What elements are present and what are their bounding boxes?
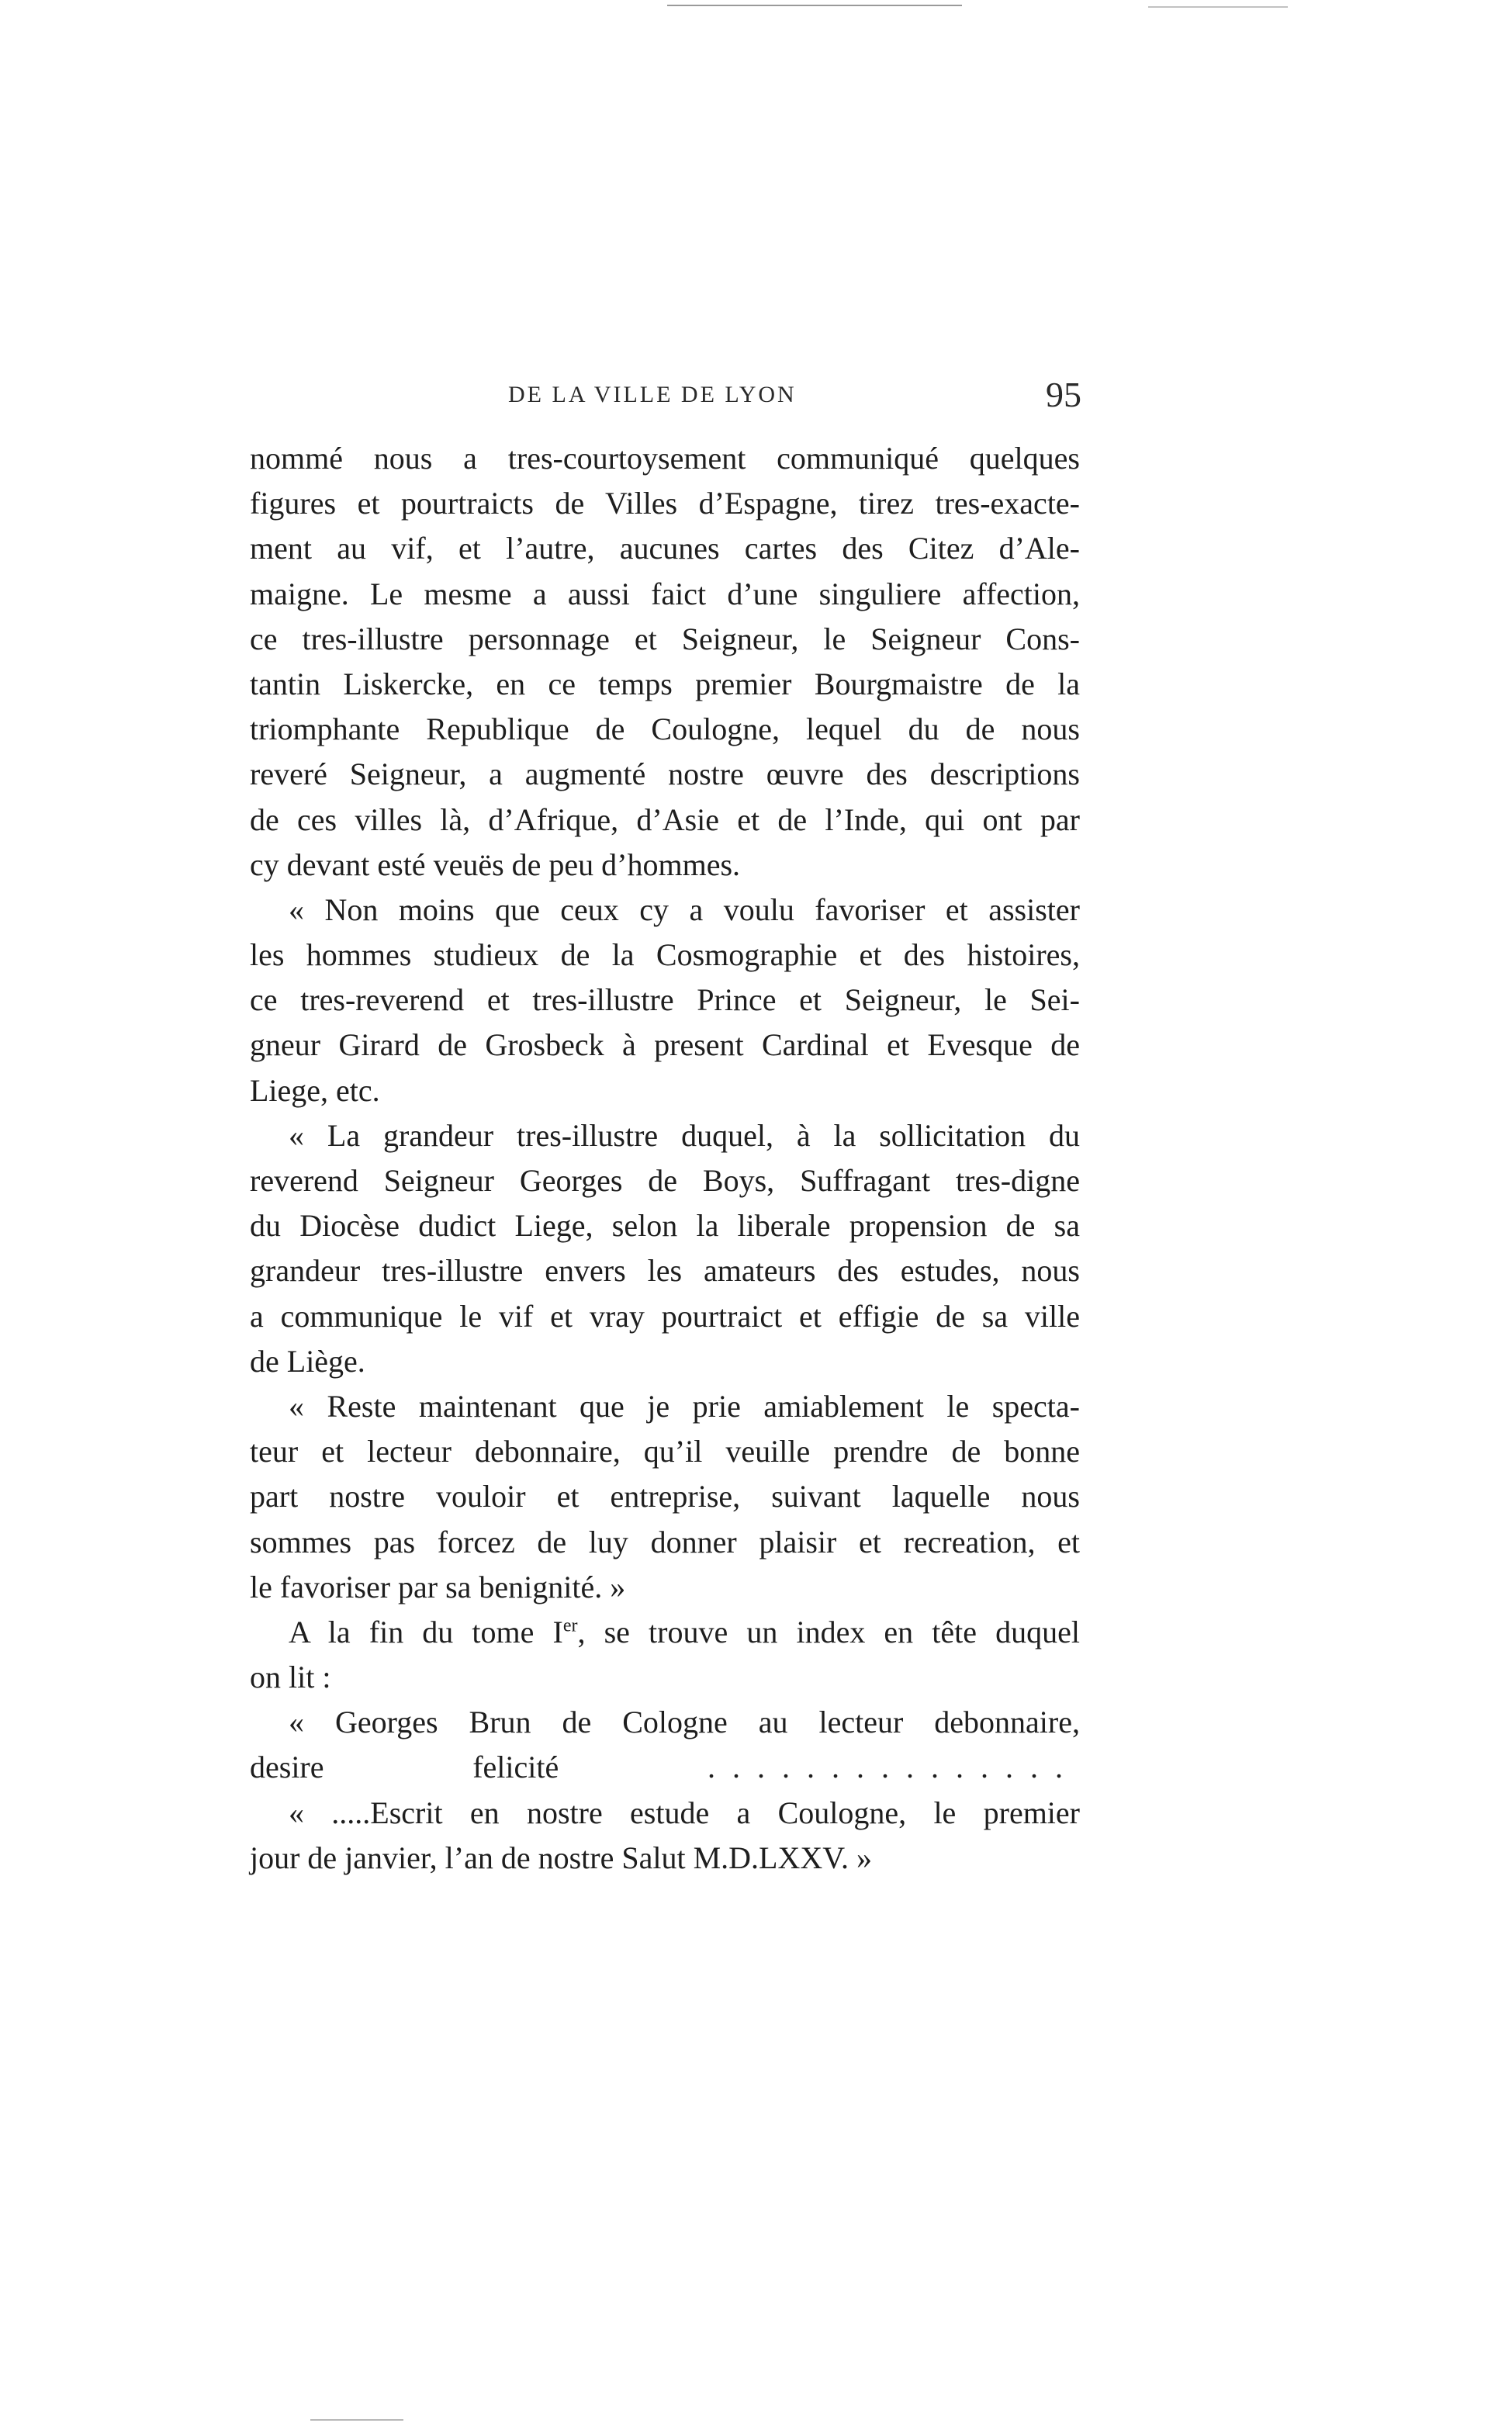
running-head xyxy=(248,375,1086,425)
text-line: ment au vif, et l’autre, aucunes cartes des Citez d’Ale- xyxy=(250,531,1080,566)
text-line: « .....Escrit en nostre estude a Coulogne, le premier xyxy=(289,1795,1080,1830)
text-line: sommes pas forcez de luy donner plaisir et recreation, et xyxy=(250,1524,1080,1559)
text-line: triomphante Republique de Coulogne, lequel du de nous xyxy=(250,711,1080,747)
scan-mark-top-right xyxy=(1148,6,1288,8)
text-line: jour de janvier, l’an de nostre Salut M.D.LXXV. » xyxy=(250,1840,872,1875)
text-line: cy devant esté veuës de peu d’hommes. xyxy=(250,846,741,882)
text-line: Liege, etc. xyxy=(250,1072,380,1108)
text-line: teur et lecteur debonnaire, qu’il veuille prendre de bonne xyxy=(250,1434,1080,1469)
index-note-line xyxy=(250,1610,1080,1655)
scan-mark-bottom xyxy=(310,2419,403,2421)
text-line: part nostre vouloir et entreprise, suivant laquelle nous xyxy=(250,1479,1080,1514)
dotted-leader: ............... xyxy=(708,1750,1081,1785)
text-line: reverend Seigneur Georges de Boys, Suffragant tres-digne xyxy=(250,1163,1080,1198)
dotted-line-text: desire felicité xyxy=(250,1750,559,1785)
text-line: de ces villes là, d’Afrique, d’Asie et de l’Inde, qui ont par xyxy=(250,801,1080,837)
text-line: « Reste maintenant que je prie amiablement le specta- xyxy=(289,1388,1080,1424)
text-line: figures et pourtraicts de Villes d’Espagne, tirez tres-exacte- xyxy=(250,486,1080,521)
text-line: du Diocèse dudict Liege, selon la liberale propension de sa xyxy=(250,1208,1080,1244)
text-line: ce tres-illustre personnage et Seigneur, le Seigneur Cons- xyxy=(250,621,1080,656)
text-line: a communique le vif et vray pourtraict et effigie de sa ville xyxy=(250,1298,1080,1334)
text-line: « Non moins que ceux cy a voulu favoriser et assister xyxy=(289,891,1080,927)
text-line: « Georges Brun de Cologne au lecteur debonnaire, xyxy=(289,1705,1080,1740)
text-line: nommé nous a tres-courtoysement communiqué quelques xyxy=(250,441,1080,476)
text-line: « La grandeur tres-illustre duquel, à la sollicitation du xyxy=(289,1117,1080,1153)
text-line: grandeur tres-illustre envers les amateurs des estudes, nous xyxy=(250,1253,1080,1289)
text-line: gneur Girard de Grosbeck à present Cardinal et Evesque de xyxy=(250,1027,1080,1063)
text-line: on lit : xyxy=(250,1660,331,1695)
text-line: de Liège. xyxy=(250,1343,365,1379)
text-line: reveré Seigneur, a augmenté nostre œuvre des descriptions xyxy=(250,756,1080,792)
dotted-line xyxy=(250,1745,1080,1790)
body-text xyxy=(250,436,1080,1881)
text-line: ce tres-reverend et tres-illustre Prince et Seigneur, le Sei- xyxy=(250,982,1080,1018)
running-title: DE LA VILLE DE LYON xyxy=(508,382,797,407)
index-note-after: , se trouve un index en tête duquel xyxy=(577,1614,1081,1649)
text-line: maigne. Le mesme a aussi faict d’une singuliere affection, xyxy=(250,576,1080,611)
index-note-before: A la fin du tome I xyxy=(289,1614,563,1649)
text-line: tantin Liskercke, en ce temps premier Bourgmaistre de la xyxy=(250,666,1080,701)
text-line: les hommes studieux de la Cosmographie et des histoires, xyxy=(250,937,1080,973)
text-line: le favoriser par sa benignité. » xyxy=(250,1569,626,1604)
page-number: 95 xyxy=(1046,375,1081,414)
scan-mark-top xyxy=(667,5,962,6)
index-note-superscript: er xyxy=(562,1615,578,1636)
